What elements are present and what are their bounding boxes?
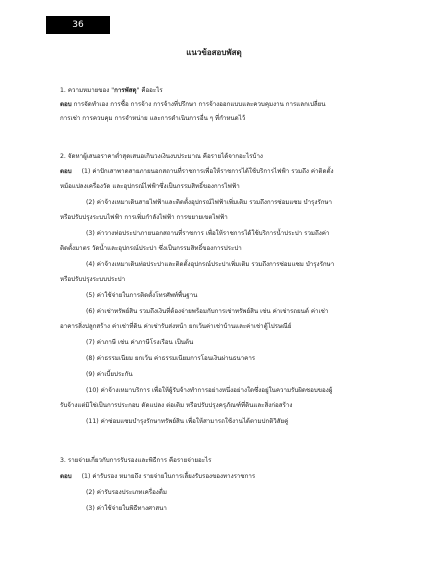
answer-label: ตอบ [60, 473, 72, 480]
answer-2-item-1-cont: หม้อแปลงเครื่องวัด และอุปกรณ์ไฟฟ้าซึ่งเป็นกรรมสิทธิ์ของการไฟฟ้า [60, 183, 240, 190]
answer-2-item-3-cont: ติดตั้งมาตร วัดน้ำและอุปกรณ์ประปา ซึ่งเป็นกรรมสิทธิ์ของการประปา [60, 245, 242, 252]
question-1 [60, 86, 163, 95]
answer-1-line-2: การเช่า การควบคุม การจำหน่าย และการดำเนินการอื่น ๆ ที่กำหนดไว้ [60, 115, 246, 122]
answer-1-text-1: การจัดทำเอง การซื้อ การจ้าง การจ้างที่ปรึกษา การจ้างออกแบบและควบคุมงาน การแลกเปลี่ยน [73, 101, 326, 108]
answer-label: ตอบ [60, 168, 72, 175]
page-number-badge: 36 [46, 16, 110, 34]
question-3: 3. รายจ่ายเกี่ยวกับการรับรองและพิธีการ คือรายจ่ายอะไร [60, 457, 212, 464]
answer-2-item-2: (2) ค่าจ้างเหมาเดินสายไฟฟ้าและติดตั้งอุปกรณ์ไฟฟ้าเพิ่มเติม รวมถึงการซ่อมแซม บำรุงรักษา [86, 199, 333, 206]
answer-2-item-4-cont: หรือปรับปรุงระบบประปา [60, 276, 126, 283]
answer-2-item-6: (6) ค่าเช่าทรัพย์สิน รวมถึงเงินที่ต้องจ่ายพร้อมกับการเช่าทรัพย์สิน เช่น ค่าเช่ารถยนต์ ค่าเช่า [86, 308, 329, 315]
answer-2-item-3: (3) ค่าวางท่อประปาภายนอกสถานที่ราชการ เพื่อให้ราชการได้ใช้บริการน้ำประปา รวมถึงค่า [86, 230, 330, 237]
answer-3-item-2: (2) ค่ารับรองประเภทเครื่องดื่ม [86, 489, 167, 496]
answer-2-item-10: (10) ค่าจ้างเหมาบริการ เพื่อให้ผู้รับจ้างทำการอย่างหนึ่งอย่างใดซึ่งอยู่ในความรับผิดชอบของผู้ [86, 387, 333, 394]
answer-2-item-6-cont: อาคารสิ่งปลูกสร้าง ค่าเช่าที่ดิน ค่าเช่ารับส่งหน้า ยกเว้นค่าเช่าบ้านและค่าเช่าตู้ไปรษณีย์ [60, 323, 292, 330]
answer-2-item-10-cont: รับจ้างแต่มิใช่เป็นการประกอบ ดัดแปลง ต่อเติม หรือปรับปรุงครุภัณฑ์ที่ดินและสิ่งก่อสร้าง [60, 402, 293, 409]
answer-2-item-5: (5) ค่าใช้จ่ายในการติดตั้งโทรศัพท์พื้นฐาน [86, 292, 198, 299]
answer-1-line-1 [60, 100, 326, 109]
answer-2-item-2-cont: หรือปรับปรุงระบบไฟฟ้า การเพิ่มกำลังไฟฟ้า การขยายเขตไฟฟ้า [60, 214, 228, 221]
answer-label: ตอบ [60, 101, 72, 108]
question-1-suffix: " คืออะไร [136, 87, 163, 94]
page-title: แนวข้อสอบพัสดุ [186, 48, 242, 57]
question-2: 2. จัดหาผู้เสนอราคาต่ำสุดเสนอเกินวงเงินงบประมาณ คือรายได้จากอะไรบ้าง [60, 153, 263, 160]
answer-2-item-7: (7) ค่าภาษี เช่น ค่าภาษีโรงเรือน เป็นต้น [86, 339, 194, 346]
answer-3-item-1 [60, 472, 255, 481]
answer-3-item-1-text: (1) ค่ารับรอง หมายถึง รายจ่ายในการเลี้ยงรับรองของทางราชการ [81, 473, 256, 480]
answer-2-item-1 [60, 167, 334, 176]
question-1-keyword: การพัสดุ [114, 87, 137, 94]
answer-3-item-3: (3) ค่าใช้จ่ายในพิธีทางศาสนา [86, 505, 167, 512]
answer-2-item-8: (8) ค่าธรรมเนียม ยกเว้น ค่าธรรมเนียมการโอนเงินผ่านธนาคาร [86, 355, 256, 362]
question-1-prefix: 1. ความหมายของ " [60, 87, 115, 94]
answer-2-item-4: (4) ค่าจ้างเหมาเดินท่อประปาและติดตั้งอุปกรณ์ประปาเพิ่มเติม รวมถึงการซ่อมแซม บำรุงรักษา [86, 261, 335, 268]
answer-2-item-11: (11) ค่าซ่อมแซมบำรุงรักษาทรัพย์สิน เพื่อให้สามารถใช้งานได้ตามปกติวิสัยคู่ [86, 418, 289, 425]
answer-2-item-1-text: (1) ค่าปักเสาพาดสายภายนอกสถานที่ราชการเพื่อให้ราชการได้ใช้บริการไฟฟ้า รวมถึง ค่าติดตั้ง [81, 168, 334, 175]
answer-2-item-9: (9) ค่าเบี้ยประกัน [86, 371, 133, 378]
